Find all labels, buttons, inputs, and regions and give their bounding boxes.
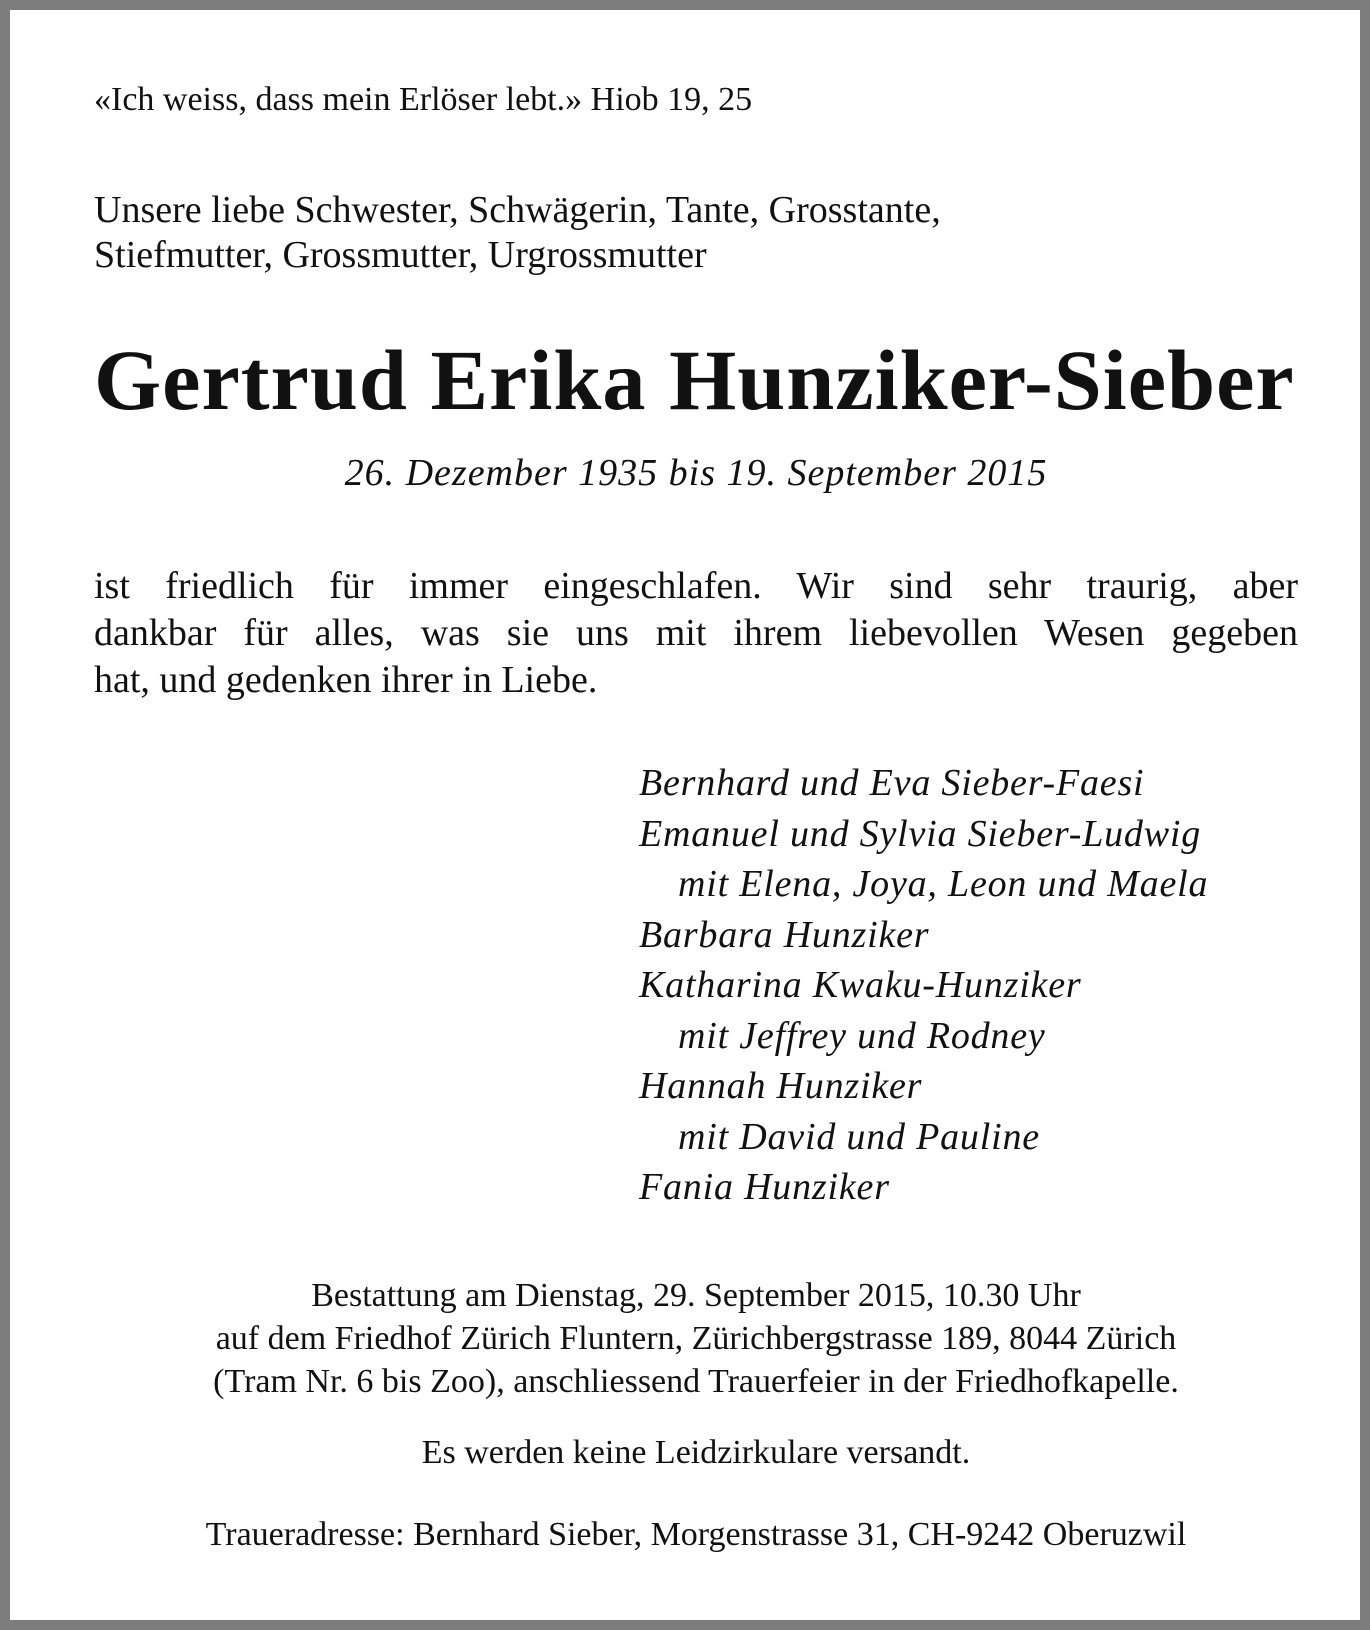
- mourner-entry: Emanuel und Sylvia Sieber-Ludwig: [639, 812, 1202, 855]
- mourner-children: mit Jeffrey und Rodney: [678, 1014, 1046, 1057]
- announcement-line: hat, und gedenken ihrer in Liebe.: [94, 659, 598, 701]
- announcement-text: [94, 563, 1298, 704]
- no-circulars-note: Es werden keine Leidzirkulare versandt.: [421, 1434, 971, 1471]
- intro-line: Unsere liebe Schwester, Schwägerin, Tante, Grosstante,: [94, 189, 941, 231]
- funeral-line: Bestattung am Dienstag, 29. September 2015, 10.30 Uhr: [311, 1277, 1081, 1314]
- mourner-entry: Katharina Kwaku-Hunziker: [639, 964, 1082, 1006]
- funeral-line: (Tram Nr. 6 bis Zoo), anschliessend Trauerfeier in der Friedhofkapelle.: [213, 1363, 1179, 1400]
- mourner-entry: Hannah Hunziker: [639, 1065, 923, 1107]
- mourning-address: Traueradresse: Bernhard Sieber, Morgenstrasse 31, CH-9242 Oberuzwil: [205, 1516, 1187, 1553]
- bible-quote: «Ich weiss, dass mein Erlöser lebt.» Hiob 19, 25: [94, 81, 753, 118]
- mourner-children: mit David und Pauline: [678, 1115, 1040, 1158]
- deceased-name: Gertrud Erika Hunziker-Sieber: [94, 332, 1295, 428]
- funeral-line: auf dem Friedhof Zürich Fluntern, Zürichbergstrasse 189, 8044 Zürich: [215, 1320, 1177, 1357]
- mourners-list: [639, 758, 1299, 1213]
- mourner-entry: Fania Hunziker: [639, 1166, 890, 1208]
- mourner-entry: Barbara Hunziker: [639, 913, 930, 956]
- intro-line: Stiefmutter, Grossmutter, Urgrossmutter: [94, 234, 707, 276]
- relationship-intro: [94, 188, 941, 278]
- announcement-line: dankbar für alles, was sie uns mit ihrem liebevollen Wesen gegeben: [94, 612, 1298, 654]
- funeral-details: [84, 1274, 1308, 1403]
- announcement-line: ist friedlich für immer eingeschlafen. Wir sind sehr traurig, aber: [94, 565, 1298, 607]
- life-dates: 26. Dezember 1935 bis 19. September 2015: [344, 452, 1048, 494]
- obituary-notice: [10, 10, 1360, 1620]
- notice-content: [94, 10, 1298, 1620]
- mourner-entry: Bernhard und Eva Sieber-Faesi: [639, 762, 1145, 804]
- mourner-children: mit Elena, Joya, Leon und Maela: [678, 863, 1209, 905]
